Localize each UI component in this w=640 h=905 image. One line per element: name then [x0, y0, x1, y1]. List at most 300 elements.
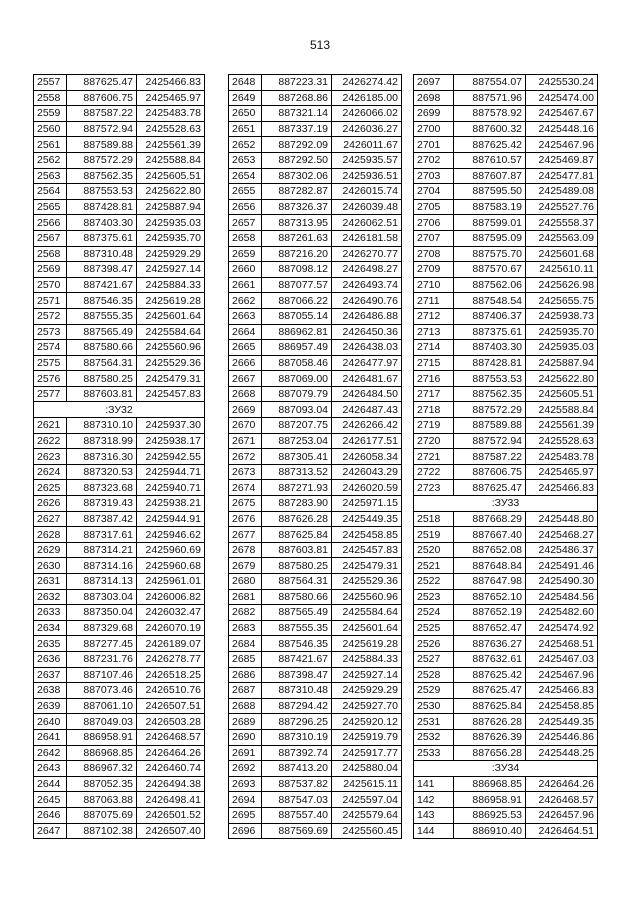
x-coordinate: 887061.10 — [67, 698, 137, 714]
y-coordinate: 2426468.57 — [137, 729, 205, 745]
point-number: 141 — [414, 776, 454, 792]
x-coordinate: 887350.04 — [67, 605, 137, 621]
y-coordinate: 2425938.17 — [137, 433, 205, 449]
point-number: 2521 — [414, 558, 454, 574]
y-coordinate: 2426510.76 — [137, 683, 205, 699]
point-number: 2676 — [229, 511, 262, 527]
y-coordinate: 2426015.74 — [332, 184, 402, 200]
y-coordinate: 2425655.75 — [526, 293, 598, 309]
x-coordinate: 887313.52 — [262, 464, 332, 480]
table-row — [229, 246, 402, 262]
y-coordinate: 2425467.03 — [526, 651, 598, 667]
point-number: 2678 — [229, 542, 262, 558]
point-number: 2709 — [414, 262, 454, 278]
x-coordinate: 887310.48 — [67, 246, 137, 262]
y-coordinate: 2426490.76 — [332, 293, 402, 309]
point-number: 2530 — [414, 698, 454, 714]
point-number: 2526 — [414, 636, 454, 652]
x-coordinate: 887625.84 — [262, 527, 332, 543]
y-coordinate: 2426498.27 — [332, 262, 402, 278]
y-coordinate: 2425944.71 — [137, 464, 205, 480]
point-number: 2571 — [34, 293, 67, 309]
point-number: 2659 — [229, 246, 262, 262]
x-coordinate: 887296.25 — [262, 714, 332, 730]
point-number: 2624 — [34, 464, 67, 480]
x-coordinate: 887398.47 — [262, 667, 332, 683]
y-coordinate: 2426464.26 — [137, 745, 205, 761]
y-coordinate: 2426070.19 — [137, 620, 205, 636]
y-coordinate: 2425936.51 — [332, 168, 402, 184]
y-coordinate: 2426494.38 — [137, 776, 205, 792]
x-coordinate: 887600.32 — [454, 121, 526, 137]
x-coordinate: 887052.35 — [67, 776, 137, 792]
point-number: 144 — [414, 823, 454, 839]
table-row — [229, 667, 402, 683]
table-row — [34, 262, 205, 278]
table-row — [414, 137, 598, 153]
y-coordinate: 2425465.97 — [526, 464, 598, 480]
x-coordinate: 887648.84 — [454, 558, 526, 574]
y-coordinate: 2425884.33 — [137, 277, 205, 293]
point-number: 2663 — [229, 308, 262, 324]
x-coordinate: 887271.93 — [262, 480, 332, 496]
y-coordinate: 2425563.09 — [526, 230, 598, 246]
y-coordinate: 2425597.04 — [332, 792, 402, 808]
table-row — [414, 620, 598, 636]
point-number: 2623 — [34, 449, 67, 465]
point-number: 2630 — [34, 558, 67, 574]
point-number: 2668 — [229, 386, 262, 402]
coordinate-table — [33, 74, 205, 839]
y-coordinate: 2425971.15 — [332, 496, 402, 512]
y-coordinate: 2425938.73 — [526, 308, 598, 324]
table-row — [229, 152, 402, 168]
point-number: 2656 — [229, 199, 262, 215]
table-row — [34, 121, 205, 137]
y-coordinate: 2425560.96 — [332, 589, 402, 605]
table-row — [414, 246, 598, 262]
y-coordinate: 2425887.94 — [526, 355, 598, 371]
x-coordinate: 887207.75 — [262, 418, 332, 434]
x-coordinate: 887093.04 — [262, 402, 332, 418]
x-coordinate: 887231.76 — [67, 651, 137, 667]
y-coordinate: 2425944.91 — [137, 511, 205, 527]
point-number: 2631 — [34, 574, 67, 590]
point-number: 2575 — [34, 355, 67, 371]
point-number: 2662 — [229, 293, 262, 309]
x-coordinate: 887647.98 — [454, 574, 526, 590]
table-row — [229, 698, 402, 714]
point-number: 2710 — [414, 277, 454, 293]
point-number: 2684 — [229, 636, 262, 652]
point-number: 2701 — [414, 137, 454, 153]
x-coordinate: 887428.81 — [67, 199, 137, 215]
table-row — [414, 667, 598, 683]
point-number: 2718 — [414, 402, 454, 418]
point-number: 2522 — [414, 574, 454, 590]
table-row — [34, 106, 205, 122]
point-number: 2653 — [229, 152, 262, 168]
point-number: 2646 — [34, 807, 67, 823]
y-coordinate: 2425560.45 — [332, 823, 402, 839]
point-number: 2628 — [34, 527, 67, 543]
x-coordinate: 887305.41 — [262, 449, 332, 465]
table-row — [34, 667, 205, 683]
point-number: 2651 — [229, 121, 262, 137]
table-row — [414, 745, 598, 761]
table-row — [34, 75, 205, 91]
table-row — [34, 480, 205, 496]
y-coordinate: 2425961.01 — [137, 574, 205, 590]
x-coordinate: 887562.35 — [454, 386, 526, 402]
x-coordinate: 887555.35 — [262, 620, 332, 636]
point-number: 2715 — [414, 355, 454, 371]
x-coordinate: 887652.19 — [454, 605, 526, 621]
point-number: 2700 — [414, 121, 454, 137]
table-row — [229, 137, 402, 153]
x-coordinate: 887625.42 — [454, 667, 526, 683]
point-number: 2658 — [229, 230, 262, 246]
point-number: 2704 — [414, 184, 454, 200]
y-coordinate: 2425479.31 — [332, 558, 402, 574]
point-number: 2648 — [229, 75, 262, 91]
point-number: 2690 — [229, 729, 262, 745]
table-row — [229, 761, 402, 777]
y-coordinate: 2426507.40 — [137, 823, 205, 839]
y-coordinate: 2425920.12 — [332, 714, 402, 730]
point-number: 2722 — [414, 464, 454, 480]
coordinate-table-1 — [33, 74, 205, 839]
table-row — [229, 558, 402, 574]
y-coordinate: 2426043.29 — [332, 464, 402, 480]
table-row — [414, 386, 598, 402]
x-coordinate: 887575.70 — [454, 246, 526, 262]
point-number: 2559 — [34, 106, 67, 122]
x-coordinate: 887314.13 — [67, 574, 137, 590]
y-coordinate: 2425884.33 — [332, 651, 402, 667]
point-number: 2573 — [34, 324, 67, 340]
y-coordinate: 2425935.03 — [137, 215, 205, 231]
table-row — [34, 340, 205, 356]
y-coordinate: 2426468.57 — [526, 792, 598, 808]
point-number: 2622 — [34, 433, 67, 449]
y-coordinate: 2425588.84 — [526, 402, 598, 418]
table-row — [414, 293, 598, 309]
y-coordinate: 2425579.64 — [332, 807, 402, 823]
y-coordinate: 2425946.62 — [137, 527, 205, 543]
point-number: 2705 — [414, 199, 454, 215]
point-number: 2644 — [34, 776, 67, 792]
table-row — [34, 137, 205, 153]
point-number: 2566 — [34, 215, 67, 231]
table-row — [229, 807, 402, 823]
table-row — [414, 152, 598, 168]
table-row — [414, 542, 598, 558]
x-coordinate: 887079.79 — [262, 386, 332, 402]
table-row — [414, 121, 598, 137]
table-row — [229, 745, 402, 761]
coordinate-table-2 — [228, 74, 402, 839]
x-coordinate: 887337.19 — [262, 121, 332, 137]
point-number: 142 — [414, 792, 454, 808]
table-row — [229, 308, 402, 324]
x-coordinate: 887253.04 — [262, 433, 332, 449]
point-number: 2635 — [34, 636, 67, 652]
x-coordinate: 887578.92 — [454, 106, 526, 122]
table-row — [34, 807, 205, 823]
x-coordinate: 887375.61 — [454, 324, 526, 340]
point-number: 2632 — [34, 589, 67, 605]
x-coordinate: 887555.35 — [67, 308, 137, 324]
table-row — [229, 651, 402, 667]
y-coordinate: 2425446.86 — [526, 729, 598, 745]
y-coordinate: 2425887.94 — [137, 199, 205, 215]
point-number: 2669 — [229, 402, 262, 418]
table-row — [34, 433, 205, 449]
x-coordinate: 887421.67 — [67, 277, 137, 293]
point-number: 2645 — [34, 792, 67, 808]
x-coordinate: 887075.69 — [67, 807, 137, 823]
x-coordinate: 887625.47 — [454, 480, 526, 496]
y-coordinate: 2426481.67 — [332, 371, 402, 387]
table-row — [34, 386, 205, 402]
point-number: 2629 — [34, 542, 67, 558]
point-number: 2720 — [414, 433, 454, 449]
table-row — [34, 683, 205, 699]
table-row — [414, 371, 598, 387]
point-number: 2714 — [414, 340, 454, 356]
table-row — [34, 168, 205, 184]
table-row — [34, 418, 205, 434]
x-coordinate: 887313.95 — [262, 215, 332, 231]
y-coordinate: 2425584.64 — [332, 605, 402, 621]
y-coordinate: 2426507.51 — [137, 698, 205, 714]
parcel-label: :ЗУ34 — [414, 761, 598, 777]
y-coordinate: 2425929.29 — [137, 246, 205, 262]
table-row — [414, 90, 598, 106]
table-row — [414, 262, 598, 278]
point-number: 2638 — [34, 683, 67, 699]
point-number: 2685 — [229, 651, 262, 667]
y-coordinate: 2425491.46 — [526, 558, 598, 574]
table-row — [229, 293, 402, 309]
x-coordinate: 887564.31 — [67, 355, 137, 371]
y-coordinate: 2425927.70 — [332, 698, 402, 714]
point-number: 2569 — [34, 262, 67, 278]
point-number: 2677 — [229, 527, 262, 543]
table-row — [34, 324, 205, 340]
table-row — [229, 324, 402, 340]
point-number: 2557 — [34, 75, 67, 91]
y-coordinate: 2426036.27 — [332, 121, 402, 137]
x-coordinate: 887069.00 — [262, 371, 332, 387]
point-number: 2671 — [229, 433, 262, 449]
point-number: 2721 — [414, 449, 454, 465]
table-row — [229, 106, 402, 122]
table-row — [229, 527, 402, 543]
point-number: 2577 — [34, 386, 67, 402]
point-number: 2698 — [414, 90, 454, 106]
y-coordinate: 2426006.82 — [137, 589, 205, 605]
point-number: 2719 — [414, 418, 454, 434]
table-row — [414, 558, 598, 574]
coordinate-table — [413, 74, 598, 839]
point-number: 2560 — [34, 121, 67, 137]
x-coordinate: 886968.85 — [454, 776, 526, 792]
x-coordinate: 887562.06 — [454, 277, 526, 293]
y-coordinate: 2425561.39 — [526, 418, 598, 434]
point-number: 2527 — [414, 651, 454, 667]
table-row — [414, 433, 598, 449]
coordinate-table-3 — [413, 74, 598, 839]
table-row — [229, 277, 402, 293]
coordinate-table — [228, 74, 402, 839]
x-coordinate: 887546.35 — [67, 293, 137, 309]
x-coordinate: 887413.20 — [262, 761, 332, 777]
y-coordinate: 2425927.14 — [332, 667, 402, 683]
table-row — [229, 184, 402, 200]
y-coordinate: 2425466.83 — [526, 480, 598, 496]
y-coordinate: 2425937.30 — [137, 418, 205, 434]
x-coordinate: 887572.29 — [67, 152, 137, 168]
point-number: 2563 — [34, 168, 67, 184]
point-number: 2626 — [34, 496, 67, 512]
y-coordinate: 2426058.34 — [332, 449, 402, 465]
table-row — [414, 449, 598, 465]
point-number: 2712 — [414, 308, 454, 324]
y-coordinate: 2426278.77 — [137, 651, 205, 667]
point-number: 2667 — [229, 371, 262, 387]
point-number: 2694 — [229, 792, 262, 808]
y-coordinate: 2425448.25 — [526, 745, 598, 761]
point-number: 2716 — [414, 371, 454, 387]
point-number: 2666 — [229, 355, 262, 371]
table-row — [414, 277, 598, 293]
parcel-label: :ЗУ32 — [34, 402, 205, 418]
y-coordinate: 2426274.42 — [332, 75, 402, 91]
x-coordinate: 887421.67 — [262, 651, 332, 667]
y-coordinate: 2425560.96 — [137, 340, 205, 356]
table-row — [414, 402, 598, 418]
y-coordinate: 2425917.77 — [332, 745, 402, 761]
point-number: 2670 — [229, 418, 262, 434]
point-number: 2703 — [414, 168, 454, 184]
point-number: 2567 — [34, 230, 67, 246]
point-number: 2558 — [34, 90, 67, 106]
table-row — [229, 168, 402, 184]
table-row — [229, 683, 402, 699]
x-coordinate: 887595.50 — [454, 184, 526, 200]
x-coordinate: 887636.27 — [454, 636, 526, 652]
x-coordinate: 887656.28 — [454, 745, 526, 761]
x-coordinate: 887223.31 — [262, 75, 332, 91]
x-coordinate: 887310.48 — [262, 683, 332, 699]
y-coordinate: 2426487.43 — [332, 402, 402, 418]
x-coordinate: 887292.50 — [262, 152, 332, 168]
table-row — [414, 698, 598, 714]
x-coordinate: 887058.46 — [262, 355, 332, 371]
y-coordinate: 2425486.37 — [526, 542, 598, 558]
x-coordinate: 887572.94 — [67, 121, 137, 137]
table-row — [414, 792, 598, 808]
point-number: 2574 — [34, 340, 67, 356]
y-coordinate: 2426185.00 — [332, 90, 402, 106]
x-coordinate: 887572.29 — [454, 402, 526, 418]
x-coordinate: 887283.90 — [262, 496, 332, 512]
y-coordinate: 2425465.97 — [137, 90, 205, 106]
table-row — [34, 308, 205, 324]
point-number: 2643 — [34, 761, 67, 777]
x-coordinate: 887667.40 — [454, 527, 526, 543]
y-coordinate: 2425468.27 — [526, 527, 598, 543]
y-coordinate: 2425605.51 — [137, 168, 205, 184]
x-coordinate: 887553.53 — [454, 371, 526, 387]
y-coordinate: 2426493.74 — [332, 277, 402, 293]
point-number: 2696 — [229, 823, 262, 839]
x-coordinate: 887321.14 — [262, 106, 332, 122]
y-coordinate: 2425619.28 — [332, 636, 402, 652]
table-row — [34, 449, 205, 465]
point-number: 2711 — [414, 293, 454, 309]
x-coordinate: 887403.30 — [67, 215, 137, 231]
x-coordinate: 886968.85 — [67, 745, 137, 761]
table-row — [34, 574, 205, 590]
point-number: 2576 — [34, 371, 67, 387]
y-coordinate: 2425938.21 — [137, 496, 205, 512]
table-row — [229, 823, 402, 839]
table-row — [414, 589, 598, 605]
y-coordinate: 2425530.24 — [526, 75, 598, 91]
table-row — [229, 355, 402, 371]
point-number: 2529 — [414, 683, 454, 699]
y-coordinate: 2425626.98 — [526, 277, 598, 293]
point-number: 2650 — [229, 106, 262, 122]
y-coordinate: 2426503.28 — [137, 714, 205, 730]
table-row — [229, 714, 402, 730]
point-number: 2528 — [414, 667, 454, 683]
y-coordinate: 2426177.51 — [332, 433, 402, 449]
table-row — [229, 199, 402, 215]
y-coordinate: 2425960.69 — [137, 542, 205, 558]
x-coordinate: 887392.74 — [262, 745, 332, 761]
table-row — [414, 823, 598, 839]
table-row — [229, 418, 402, 434]
x-coordinate: 887589.88 — [454, 418, 526, 434]
y-coordinate: 2426032.47 — [137, 605, 205, 621]
point-number: 2682 — [229, 605, 262, 621]
x-coordinate: 886910.40 — [454, 823, 526, 839]
y-coordinate: 2426518.25 — [137, 667, 205, 683]
x-coordinate: 887603.81 — [262, 542, 332, 558]
y-coordinate: 2425610.11 — [526, 262, 598, 278]
x-coordinate: 887268.86 — [262, 90, 332, 106]
parcel-header-row — [34, 402, 205, 418]
x-coordinate: 887553.53 — [67, 184, 137, 200]
y-coordinate: 2425458.85 — [332, 527, 402, 543]
y-coordinate: 2426450.36 — [332, 324, 402, 340]
point-number: 2642 — [34, 745, 67, 761]
table-row — [34, 714, 205, 730]
x-coordinate: 887303.04 — [67, 589, 137, 605]
y-coordinate: 2425448.16 — [526, 121, 598, 137]
point-number: 2532 — [414, 729, 454, 745]
point-number: 2570 — [34, 277, 67, 293]
x-coordinate: 887314.16 — [67, 558, 137, 574]
page-number: 513 — [309, 38, 331, 52]
x-coordinate: 887569.69 — [262, 823, 332, 839]
y-coordinate: 2425880.04 — [332, 761, 402, 777]
x-coordinate: 887564.31 — [262, 574, 332, 590]
